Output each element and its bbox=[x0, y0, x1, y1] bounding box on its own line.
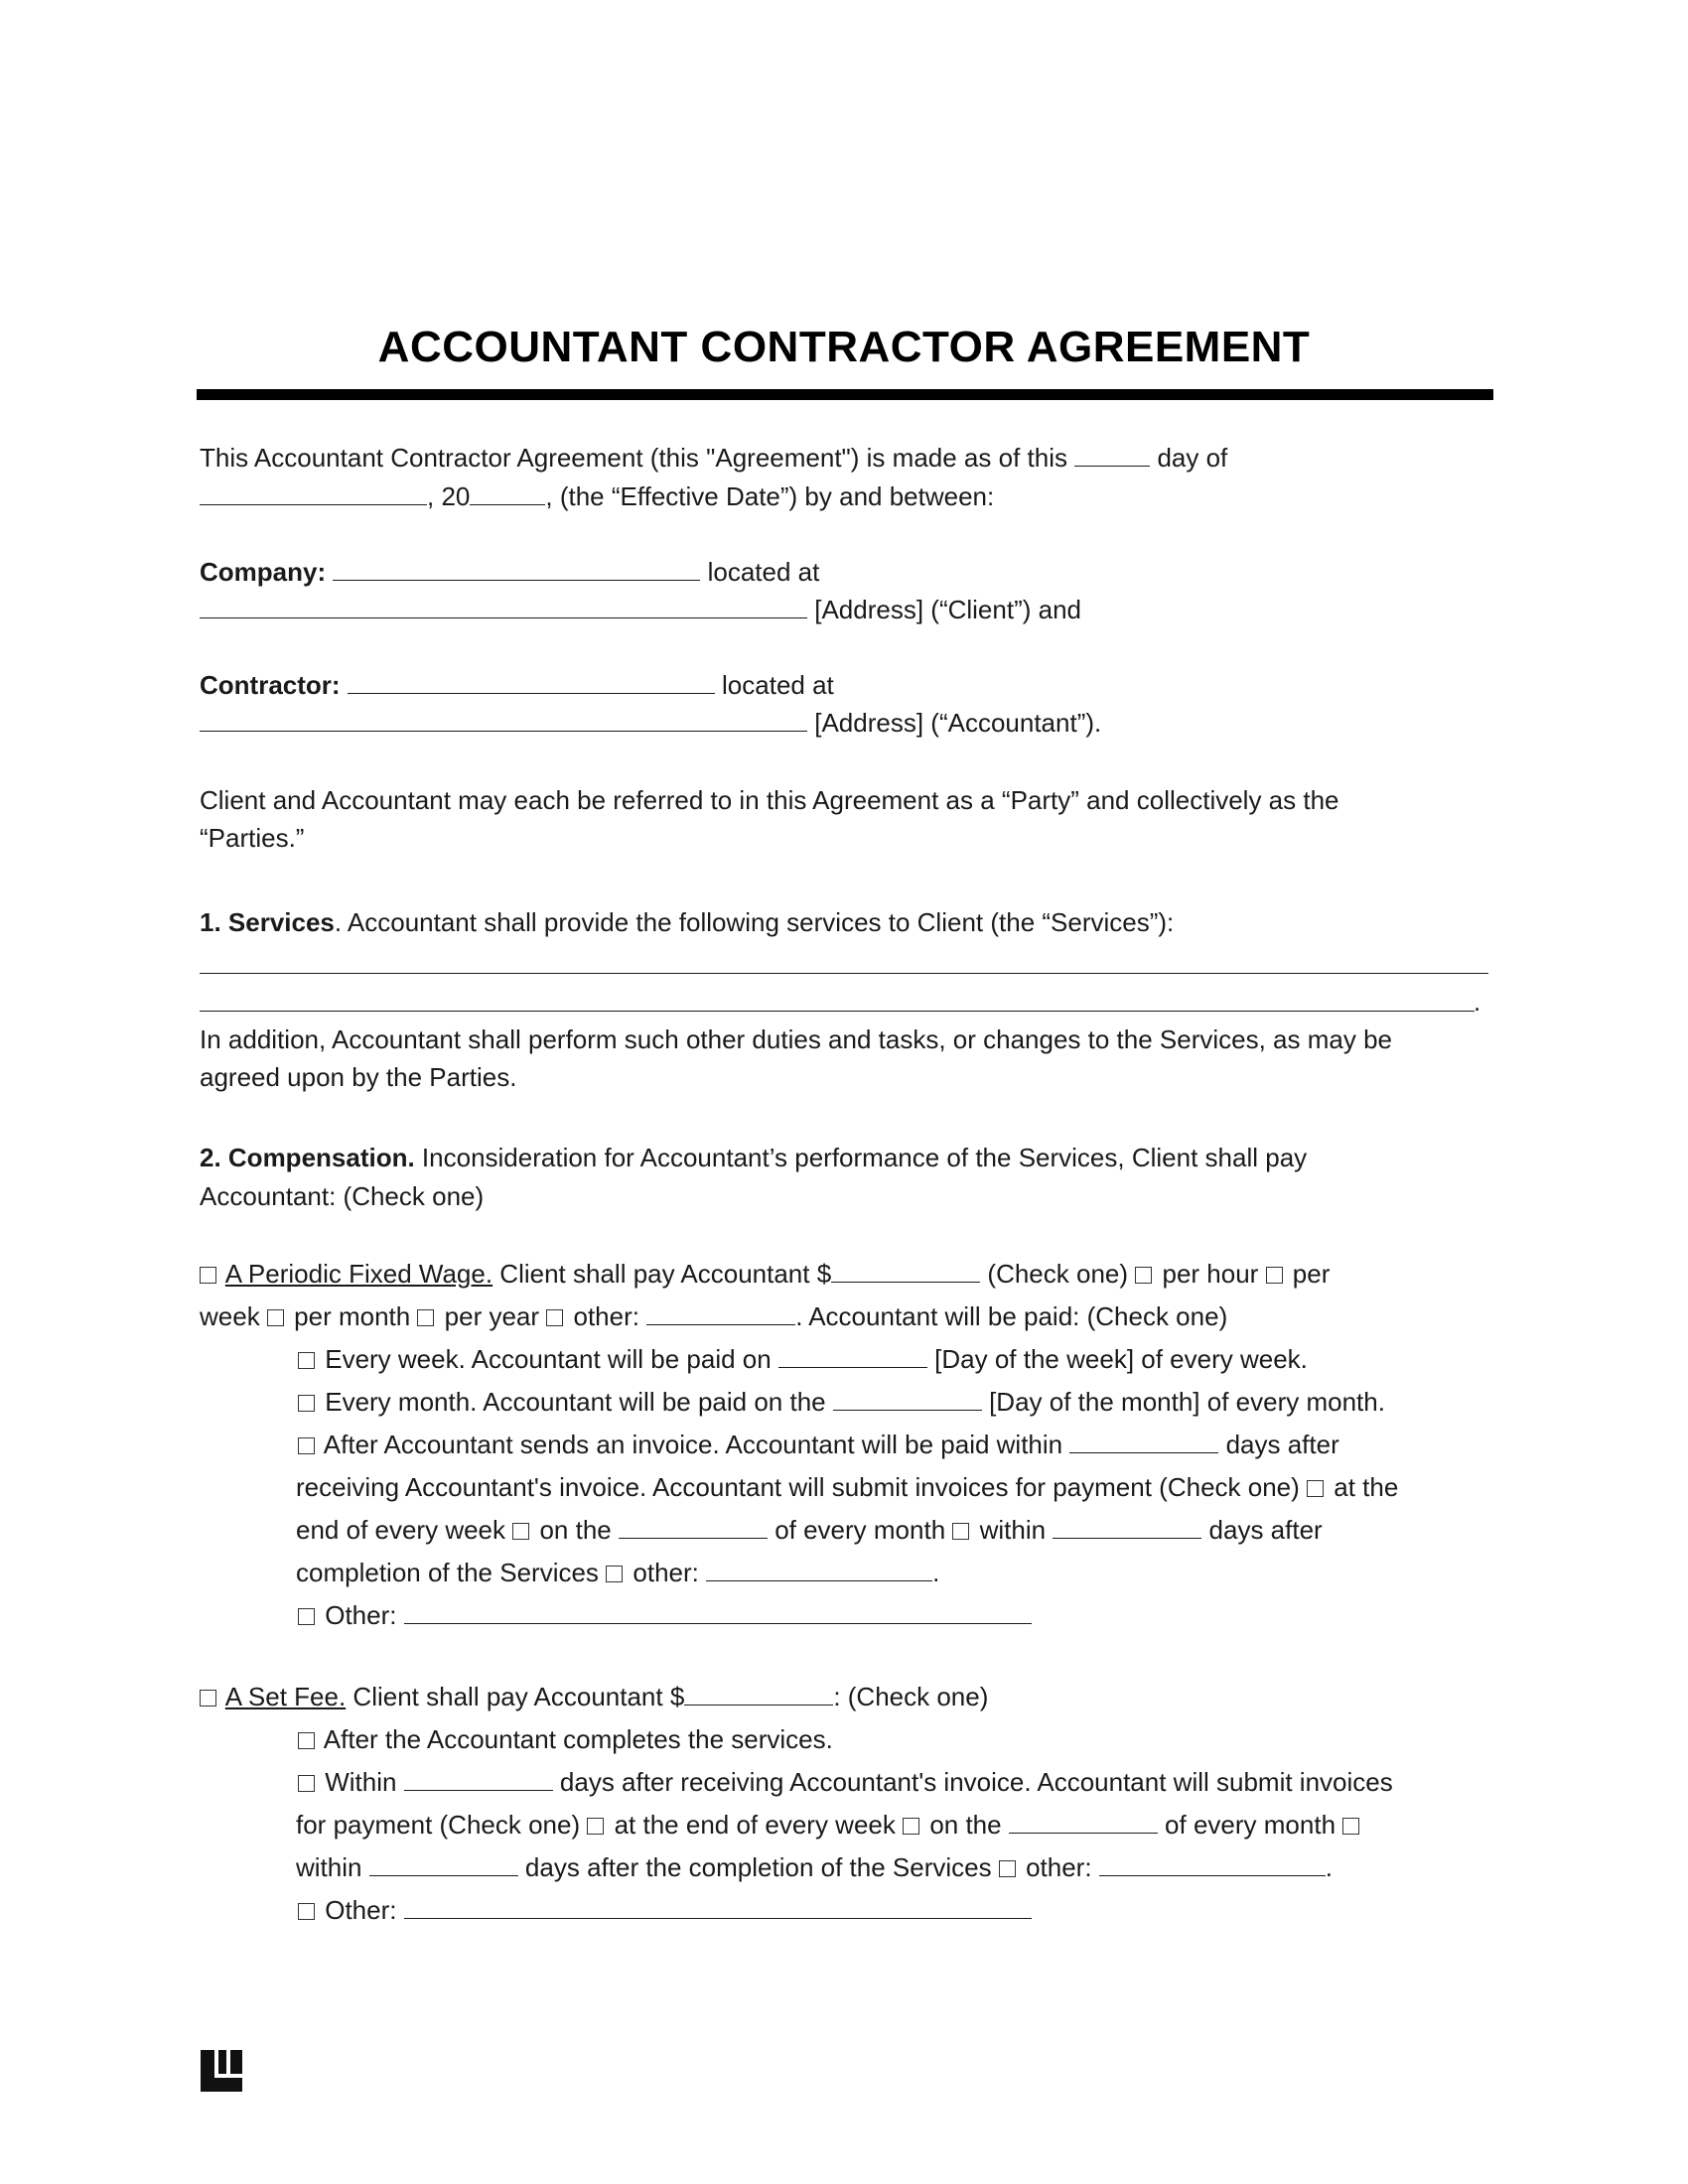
within-checkbox[interactable] bbox=[952, 1523, 969, 1540]
wage-other-option-checkbox[interactable] bbox=[298, 1608, 315, 1625]
wage-other-checkbox[interactable] bbox=[546, 1309, 563, 1326]
invoice-day-blank[interactable] bbox=[619, 1514, 768, 1539]
year-blank[interactable] bbox=[470, 480, 545, 505]
setfee-day-blank[interactable] bbox=[1009, 1809, 1158, 1834]
on-the-checkbox[interactable] bbox=[512, 1523, 529, 1540]
contractor-label: Contractor: bbox=[200, 670, 341, 700]
wage-invoice-line-3: end of every week on the of every month within days after bbox=[296, 1515, 1323, 1545]
document-title: ACCOUNTANT CONTRACTOR AGREEMENT bbox=[377, 323, 1311, 371]
services-addition-1: In addition, Accountant shall perform such other duties and tasks, or changes to the Services, as may be bbox=[200, 1024, 1393, 1054]
setfee-after-line: After the Accountant completes the services. bbox=[298, 1722, 833, 1756]
every-week-checkbox[interactable] bbox=[298, 1352, 315, 1369]
services-blank-2[interactable] bbox=[200, 1011, 1475, 1012]
setfee-after-checkbox[interactable] bbox=[298, 1732, 315, 1749]
per-year-checkbox[interactable] bbox=[417, 1309, 434, 1326]
services-blank-1[interactable] bbox=[200, 973, 1488, 974]
compensation-heading-line: 2. Compensation. Inconsideration for Accountant’s performance of the Services, Client shall pay bbox=[200, 1143, 1308, 1172]
day-of-month-blank[interactable] bbox=[833, 1386, 982, 1411]
per-month-checkbox[interactable] bbox=[267, 1309, 284, 1326]
setfee-within-line-3: within days after the completion of the Services other: . bbox=[296, 1852, 1334, 1882]
company-address-blank[interactable] bbox=[200, 594, 807, 618]
setfee-end-week-checkbox[interactable] bbox=[587, 1818, 604, 1835]
setfee-line-1: A Set Fee. Client shall pay Accountant $ : (Check one) bbox=[200, 1680, 988, 1713]
every-month-checkbox[interactable] bbox=[298, 1395, 315, 1412]
contractor-name-blank[interactable] bbox=[348, 669, 715, 694]
day-of-week-blank[interactable] bbox=[778, 1343, 927, 1368]
company-line-2: [Address] (“Client”) and bbox=[200, 593, 1081, 626]
day-blank[interactable] bbox=[1074, 442, 1150, 467]
wage-line-1: A Periodic Fixed Wage. Client shall pay Accountant $ (Check one) per hour per bbox=[200, 1257, 1330, 1291]
setfee-amount-blank[interactable] bbox=[684, 1681, 833, 1706]
company-name-blank[interactable] bbox=[333, 556, 700, 581]
setfee-days-blank[interactable] bbox=[404, 1766, 553, 1791]
setfee-within-line-2: for payment (Check one) at the end of every week on the of every month bbox=[296, 1808, 1362, 1842]
parties-line-2: “Parties.” bbox=[200, 823, 305, 853]
setfee-other-line: Other: bbox=[298, 1893, 1032, 1927]
invoice-other-blank[interactable] bbox=[706, 1557, 932, 1581]
contractor-line-1: Contractor: located at bbox=[200, 670, 834, 700]
intro-line-1: This Accountant Contractor Agreement (this "Agreement") is made as of this day of bbox=[200, 443, 1228, 473]
per-week-checkbox[interactable] bbox=[1266, 1267, 1283, 1284]
services-addition-2: agreed upon by the Parties. bbox=[200, 1062, 517, 1092]
compensation-heading: 2. Compensation. bbox=[200, 1143, 415, 1172]
setfee-other-blank[interactable] bbox=[1099, 1851, 1326, 1876]
wage-other-option-blank[interactable] bbox=[404, 1599, 1032, 1624]
setfee-within-line-1: Within days after receiving Accountant's invoice. Accountant will submit invoices bbox=[298, 1765, 1393, 1799]
intro-line-2: , 20 , (the “Effective Date”) by and between: bbox=[200, 479, 994, 513]
wage-other-blank[interactable] bbox=[646, 1300, 795, 1325]
company-label: Company: bbox=[200, 557, 327, 587]
services-period: . bbox=[1474, 987, 1481, 1017]
company-line-1: Company: located at bbox=[200, 557, 820, 587]
wage-invoice-line-4: completion of the Services other: . bbox=[296, 1558, 940, 1587]
setfee-checkbox[interactable] bbox=[200, 1690, 216, 1706]
brand-logo-icon bbox=[201, 2050, 242, 2092]
title-rule bbox=[197, 389, 1493, 400]
services-heading-line: 1. Services. Accountant shall provide the following services to Client (the “Services”): bbox=[200, 907, 1175, 937]
invoice-days-blank[interactable] bbox=[1069, 1429, 1218, 1453]
wage-other-line: Other: bbox=[298, 1598, 1032, 1632]
wage-every-week: Every week. Accountant will be paid on [Day of the week] of every week. bbox=[298, 1342, 1308, 1376]
parties-line-1: Client and Accountant may each be referred to in this Agreement as a “Party” and collectively as the bbox=[200, 785, 1339, 815]
contractor-line-2: [Address] (“Accountant”). bbox=[200, 706, 1101, 740]
wage-invoice-line-2: receiving Accountant's invoice. Accountant will submit invoices for payment (Check one) at the bbox=[296, 1472, 1399, 1502]
after-invoice-checkbox[interactable] bbox=[298, 1437, 315, 1454]
wage-every-month: Every month. Accountant will be paid on the [Day of the month] of every month. bbox=[298, 1385, 1385, 1419]
compensation-line-2: Accountant: (Check one) bbox=[200, 1181, 485, 1211]
contractor-address-blank[interactable] bbox=[200, 707, 807, 732]
per-hour-checkbox[interactable] bbox=[1135, 1267, 1152, 1284]
setfee-other-checkbox[interactable] bbox=[999, 1860, 1016, 1877]
setfee-other-option-blank[interactable] bbox=[404, 1894, 1032, 1919]
end-of-week-checkbox[interactable] bbox=[1307, 1480, 1324, 1497]
invoice-other-checkbox[interactable] bbox=[606, 1566, 623, 1582]
setfee-within-checkbox[interactable] bbox=[298, 1775, 315, 1792]
wage-invoice-line-1: After Accountant sends an invoice. Accountant will be paid within days after bbox=[298, 1428, 1339, 1461]
wage-line-2: week per month per year other: . Accountant will be paid: (Check one) bbox=[200, 1301, 1228, 1331]
setfee-on-the-checkbox[interactable] bbox=[903, 1818, 919, 1835]
month-blank[interactable] bbox=[200, 480, 427, 505]
setfee-within-days-blank[interactable] bbox=[369, 1851, 518, 1876]
services-heading: 1. Services bbox=[200, 907, 335, 937]
wage-amount-blank[interactable] bbox=[831, 1258, 980, 1283]
setfee-within2-checkbox[interactable] bbox=[1342, 1818, 1359, 1835]
wage-checkbox[interactable] bbox=[200, 1267, 216, 1284]
within-days-blank[interactable] bbox=[1053, 1514, 1201, 1539]
setfee-other-option-checkbox[interactable] bbox=[298, 1903, 315, 1920]
